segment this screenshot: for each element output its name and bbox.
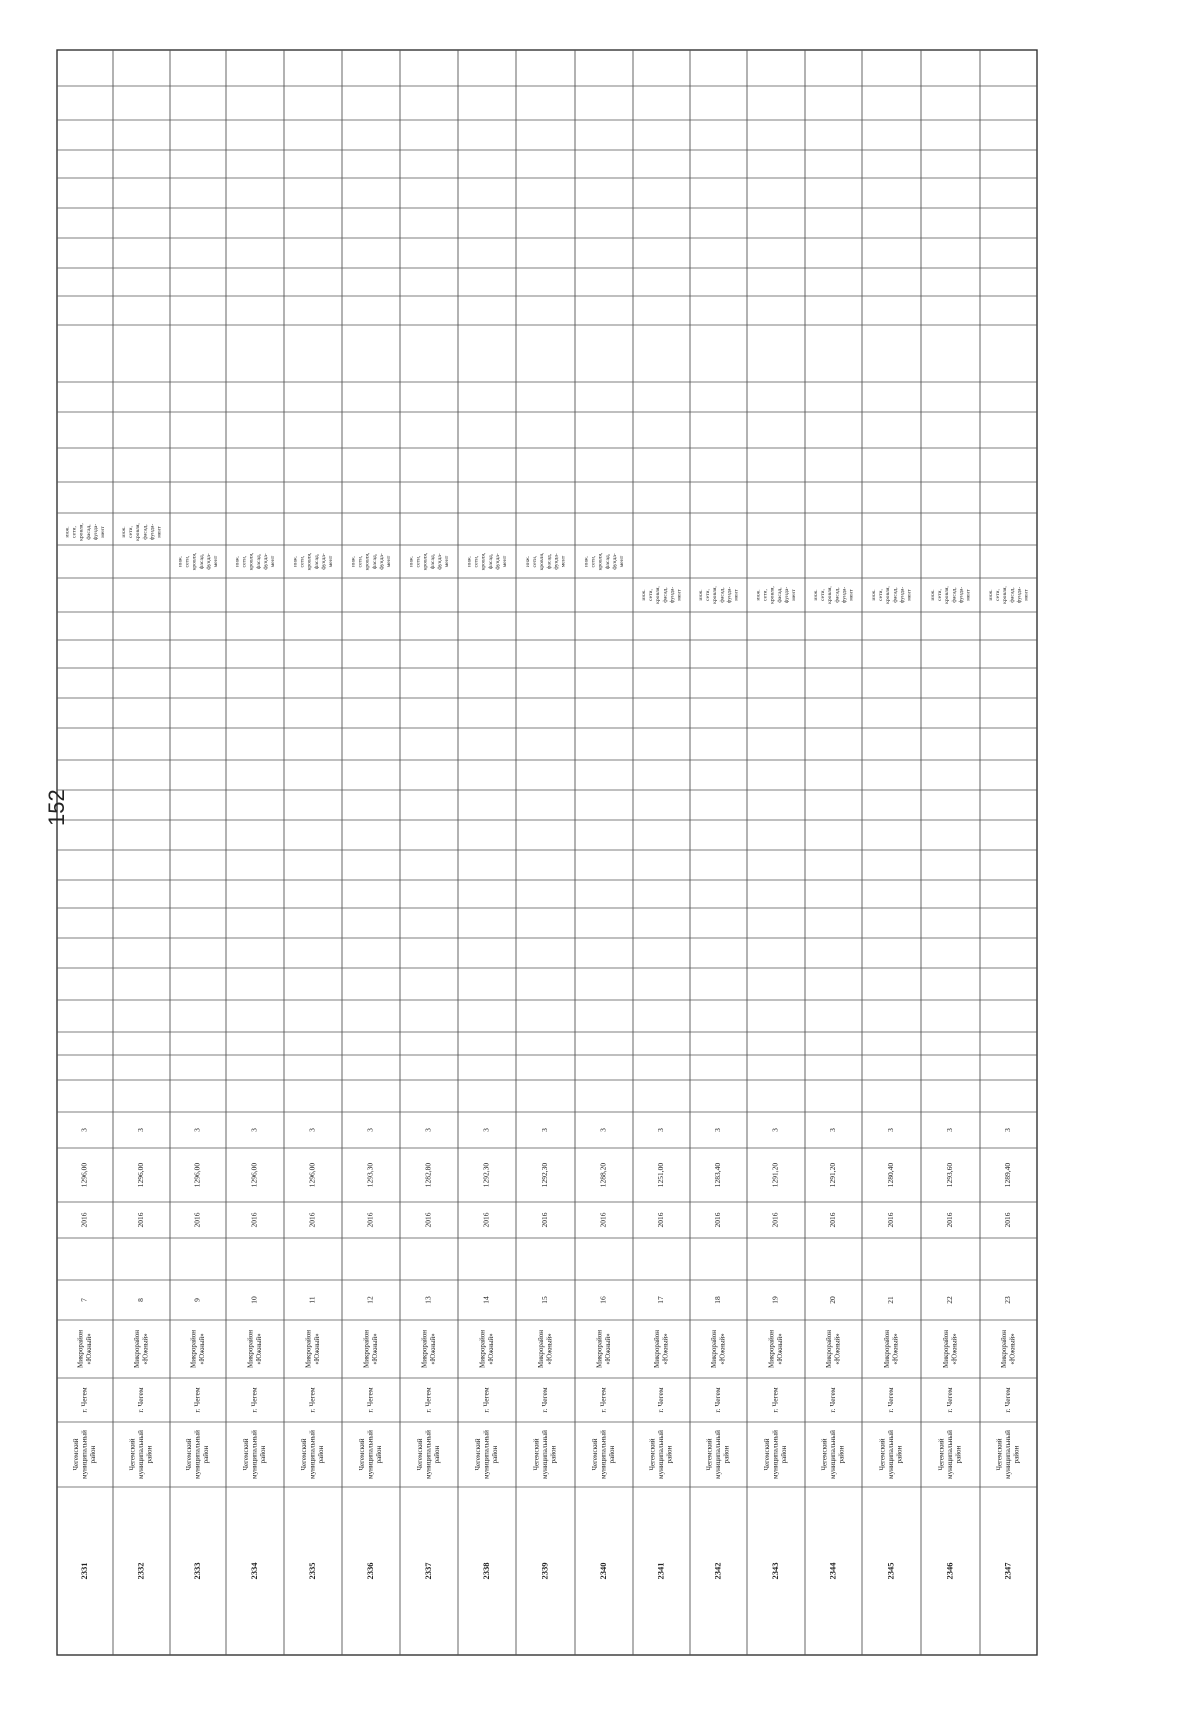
house-number: 12 [365, 1296, 375, 1304]
house-number: 13 [423, 1296, 433, 1304]
street-name: Микрорайон [767, 1330, 776, 1368]
district-name: муниципальный [424, 1430, 433, 1479]
year-built: 2016 [136, 1212, 146, 1228]
street-name: «Южный» [141, 1333, 150, 1365]
work-description: фасад, [487, 553, 494, 570]
floors-count: 3 [481, 1128, 491, 1132]
work-description: инж. [350, 555, 357, 568]
city-name: г. Чегем [136, 1387, 146, 1413]
year-built: 2016 [770, 1212, 780, 1228]
row-number: 2334 [248, 1562, 259, 1580]
street-name: Микрорайон [362, 1330, 371, 1368]
work-description: фунда- [436, 553, 443, 570]
work-description: мент [906, 589, 913, 601]
house-number: 16 [598, 1296, 608, 1304]
work-description: сети, [71, 526, 78, 538]
floors-count: 3 [886, 1128, 896, 1132]
district-name: Чегемский [937, 1438, 946, 1471]
street-name: «Южный» [486, 1333, 495, 1365]
floors-count: 3 [79, 1128, 89, 1132]
street-name: Микрорайон [709, 1330, 718, 1368]
work-description: мент [444, 555, 451, 568]
street-name: «Южный» [718, 1333, 727, 1365]
year-built: 2016 [249, 1212, 259, 1228]
year-built: 2016 [945, 1212, 955, 1228]
work-description: кровля, [712, 586, 719, 604]
work-description: кровля, [135, 523, 142, 541]
district-name: Чегемский [591, 1438, 600, 1471]
district-name: муниципальный [771, 1430, 780, 1479]
row-number: 2342 [712, 1562, 723, 1580]
work-description: инж. [755, 589, 762, 601]
building-area: 1296,00 [79, 1162, 89, 1188]
district-name: муниципальный [1004, 1430, 1013, 1479]
building-area: 1296,00 [307, 1162, 317, 1188]
street-name: «Южный» [545, 1333, 554, 1365]
work-description: сети, [415, 555, 422, 568]
work-description: фасад, [198, 553, 205, 570]
work-description: фунда- [669, 586, 676, 604]
work-description: кровля, [769, 586, 776, 604]
district-name: район [895, 1445, 904, 1464]
year-built: 2016 [656, 1212, 666, 1228]
work-description: фунда- [149, 523, 156, 541]
district-name: Чегемский [474, 1438, 483, 1471]
district-name: район [549, 1445, 558, 1464]
year-built: 2016 [481, 1212, 491, 1228]
city-name: г. Чегем [598, 1387, 608, 1413]
house-number: 17 [656, 1296, 666, 1304]
house-number: 10 [249, 1296, 259, 1304]
city-name: г. Чегем [945, 1387, 955, 1413]
work-description: фасад, [776, 587, 783, 603]
street-name: «Южный» [1008, 1333, 1017, 1365]
work-description: мент [560, 555, 567, 568]
city-name: г. Чегем [540, 1387, 550, 1413]
work-description: фасад, [371, 553, 378, 570]
year-built: 2016 [598, 1212, 608, 1228]
district-name: муниципальный [714, 1430, 723, 1479]
district-name: муниципальный [250, 1430, 259, 1479]
work-description: сети, [299, 555, 306, 568]
work-description: мент [619, 555, 626, 568]
work-description: фунда- [553, 553, 560, 570]
work-description: кровля, [827, 586, 834, 604]
work-description: мент [100, 526, 107, 538]
work-description: фунда- [92, 523, 99, 541]
street-name: «Южный» [197, 1333, 206, 1365]
work-description: фасад, [604, 553, 611, 570]
house-number: 19 [770, 1296, 780, 1304]
work-description: фасад, [429, 553, 436, 570]
work-description: инж. [408, 555, 415, 568]
floors-count: 3 [1003, 1128, 1013, 1132]
city-name: г. Чегем [307, 1387, 317, 1413]
building-area: 1282,80 [423, 1162, 433, 1188]
district-name: район [954, 1445, 963, 1464]
house-number: 22 [945, 1296, 955, 1304]
work-description: фасад, [662, 587, 669, 603]
row-number: 2340 [597, 1562, 608, 1580]
work-description: сети, [590, 555, 597, 568]
work-description: инж. [641, 589, 648, 601]
work-description: фунда- [783, 586, 790, 604]
row-number: 2346 [944, 1562, 955, 1580]
work-description: кровля, [78, 523, 85, 541]
work-description: фунда- [205, 553, 212, 570]
work-description: фунда- [320, 553, 327, 570]
floors-count: 3 [136, 1128, 146, 1132]
row-number: 2345 [885, 1562, 896, 1580]
city-name: г. Чегем [192, 1387, 202, 1413]
district-name: район [259, 1445, 268, 1464]
work-description: фасад, [951, 587, 958, 603]
district-name: Чегемский [128, 1438, 137, 1471]
city-name: г. Чегем [713, 1387, 723, 1413]
work-description: мент [213, 555, 220, 568]
floors-count: 3 [423, 1128, 433, 1132]
building-area: 1289,40 [1003, 1162, 1013, 1188]
district-name: муниципальный [482, 1430, 491, 1479]
work-description: сети, [937, 589, 944, 601]
work-description: мент [386, 555, 393, 568]
district-name: район [375, 1445, 384, 1464]
street-name: «Южный» [370, 1333, 379, 1365]
district-name: Чегемский [995, 1438, 1004, 1471]
city-name: г. Чегем [423, 1387, 433, 1413]
street-name: «Южный» [950, 1333, 959, 1365]
street-name: Микрорайон [420, 1330, 429, 1368]
work-description: кровля, [191, 552, 198, 571]
work-description: фасад, [546, 553, 553, 570]
floors-count: 3 [656, 1128, 666, 1132]
district-name: Чегемский [763, 1438, 772, 1471]
floors-count: 3 [307, 1128, 317, 1132]
house-number: 11 [307, 1296, 317, 1304]
work-description: кровля, [539, 552, 546, 571]
district-name: район [780, 1445, 789, 1464]
row-number: 2338 [480, 1562, 491, 1580]
work-description: фунда- [726, 586, 733, 604]
street-name: «Южный» [661, 1333, 670, 1365]
row-number: 2332 [135, 1562, 146, 1580]
floors-count: 3 [598, 1128, 608, 1132]
house-number: 18 [713, 1296, 723, 1304]
house-number: 8 [136, 1298, 146, 1302]
district-name: район [722, 1445, 731, 1464]
year-built: 2016 [713, 1212, 723, 1228]
work-description: фасад, [834, 587, 841, 603]
row-number: 2333 [191, 1562, 202, 1580]
year-built: 2016 [886, 1212, 896, 1228]
row-number: 2347 [1002, 1562, 1013, 1580]
work-description: мент [848, 589, 855, 601]
building-area: 1288,20 [598, 1162, 608, 1188]
building-area: 1291,20 [770, 1162, 780, 1188]
work-description: сети, [532, 555, 539, 568]
street-name: Микрорайон [76, 1330, 85, 1368]
work-description: кровля, [422, 552, 429, 571]
work-description: инж. [234, 555, 241, 568]
work-description: инж. [698, 589, 705, 601]
work-description: фасад, [892, 587, 899, 603]
work-description: фасад, [1009, 587, 1016, 603]
district-name: Чегемский [416, 1438, 425, 1471]
work-description: мент [965, 589, 972, 601]
work-description: кровля, [597, 552, 604, 571]
work-description: сети, [705, 589, 712, 601]
work-description: фунда- [899, 586, 906, 604]
street-name: Микрорайон [652, 1330, 661, 1368]
work-description: фунда- [958, 586, 965, 604]
street-name: «Южный» [833, 1333, 842, 1365]
year-built: 2016 [79, 1212, 89, 1228]
work-description: инж. [871, 589, 878, 601]
street-name: Микрорайон [132, 1330, 141, 1368]
floors-count: 3 [192, 1128, 202, 1132]
district-name: район [1012, 1445, 1021, 1464]
district-name: муниципальный [946, 1430, 955, 1479]
row-number: 2341 [655, 1562, 666, 1580]
work-description: фунда- [262, 553, 269, 570]
row-number: 2344 [827, 1562, 838, 1580]
city-name: г. Чегем [770, 1387, 780, 1413]
district-name: муниципальный [599, 1430, 608, 1479]
building-area: 1251,00 [656, 1162, 666, 1188]
district-name: муниципальный [887, 1430, 896, 1479]
floors-count: 3 [540, 1128, 550, 1132]
work-description: инж. [525, 555, 532, 568]
street-name: Микрорайон [478, 1330, 487, 1368]
district-name: район [433, 1445, 442, 1464]
row-number: 2337 [422, 1562, 433, 1580]
work-description: фасад, [85, 524, 92, 540]
row-number: 2331 [78, 1562, 89, 1580]
work-description: инж. [177, 555, 184, 568]
work-description: фасад, [313, 553, 320, 570]
city-name: г. Чегем [886, 1387, 896, 1413]
district-name: Чегемский [532, 1438, 541, 1471]
work-description: инж. [64, 526, 71, 538]
street-name: «Южный» [312, 1333, 321, 1365]
street-name: «Южный» [428, 1333, 437, 1365]
floors-count: 3 [828, 1128, 838, 1132]
city-name: г. Чегем [656, 1387, 666, 1413]
house-number: 14 [481, 1296, 491, 1304]
work-description: кровля, [248, 552, 255, 571]
work-description: мент [791, 589, 798, 601]
house-number: 7 [79, 1298, 89, 1302]
year-built: 2016 [307, 1212, 317, 1228]
district-name: муниципальный [193, 1430, 202, 1479]
work-description: кровля, [364, 552, 371, 571]
work-description: фунда- [611, 553, 618, 570]
year-built: 2016 [365, 1212, 375, 1228]
city-name: г. Чегем [481, 1387, 491, 1413]
work-description: кровля, [306, 552, 313, 571]
row-number: 2336 [364, 1562, 375, 1580]
work-description: сети, [357, 555, 364, 568]
work-description: сети, [184, 555, 191, 568]
work-description: мент [270, 555, 277, 568]
city-name: г. Чегем [249, 1387, 259, 1413]
work-description: фунда- [841, 586, 848, 604]
year-built: 2016 [828, 1212, 838, 1228]
page-number: 152 [44, 789, 69, 826]
floors-count: 3 [770, 1128, 780, 1132]
building-area: 1296,00 [192, 1162, 202, 1188]
work-description: кровля, [885, 586, 892, 604]
street-name: «Южный» [254, 1333, 263, 1365]
district-name: Чегемский [242, 1438, 251, 1471]
district-name: район [202, 1445, 211, 1464]
floors-count: 3 [365, 1128, 375, 1132]
year-built: 2016 [540, 1212, 550, 1228]
district-name: район [317, 1445, 326, 1464]
city-name: г. Чегем [79, 1387, 89, 1413]
district-name: Чегемский [878, 1438, 887, 1471]
floors-count: 3 [945, 1128, 955, 1132]
district-name: муниципальный [657, 1430, 666, 1479]
building-area: 1293,30 [365, 1162, 375, 1188]
building-area: 1296,00 [249, 1162, 259, 1188]
district-name: район [491, 1445, 500, 1464]
work-description: сети, [762, 589, 769, 601]
row-number: 2335 [306, 1562, 317, 1580]
building-area: 1292,30 [540, 1162, 550, 1188]
district-name: Чегемский [648, 1438, 657, 1471]
work-description: инж. [466, 555, 473, 568]
house-number: 20 [828, 1296, 838, 1304]
row-number: 2343 [769, 1562, 780, 1580]
work-description: мент [502, 555, 509, 568]
row-number: 2339 [539, 1562, 550, 1580]
work-description: инж. [121, 526, 128, 538]
district-name: муниципальный [80, 1430, 89, 1479]
street-name: Микрорайон [882, 1330, 891, 1368]
house-number: 9 [192, 1298, 202, 1302]
city-name: г. Чегем [1003, 1387, 1013, 1413]
work-description: сети, [820, 589, 827, 601]
street-name: Микрорайон [246, 1330, 255, 1368]
street-name: Микрорайон [536, 1330, 545, 1368]
district-name: район [665, 1445, 674, 1464]
street-name: «Южный» [775, 1333, 784, 1365]
work-description: инж. [930, 589, 937, 601]
work-description: инж. [988, 589, 995, 601]
work-description: сети, [995, 589, 1002, 601]
building-area: 1296,00 [136, 1162, 146, 1188]
street-name: Микрорайон [304, 1330, 313, 1368]
work-description: сети, [241, 555, 248, 568]
house-number: 23 [1003, 1296, 1013, 1304]
floors-count: 3 [249, 1128, 259, 1132]
city-name: г. Чегем [365, 1387, 375, 1413]
work-description: мент [156, 526, 163, 538]
building-area: 1292,30 [481, 1162, 491, 1188]
district-name: Чегемский [705, 1438, 714, 1471]
work-description: мент [676, 589, 683, 601]
work-description: кровля, [655, 586, 662, 604]
district-name: Чегемский [820, 1438, 829, 1471]
district-name: муниципальный [308, 1430, 317, 1479]
city-name: г. Чегем [828, 1387, 838, 1413]
building-area: 1280,40 [886, 1162, 896, 1188]
district-name: муниципальный [366, 1430, 375, 1479]
year-built: 2016 [1003, 1212, 1013, 1228]
year-built: 2016 [192, 1212, 202, 1228]
street-name: «Южный» [84, 1333, 93, 1365]
work-description: инж. [292, 555, 299, 568]
year-built: 2016 [423, 1212, 433, 1228]
work-description: фасад, [142, 524, 149, 540]
district-name: район [608, 1445, 617, 1464]
house-number: 21 [886, 1296, 896, 1304]
street-name: Микрорайон [824, 1330, 833, 1368]
district-name: Чегемский [185, 1438, 194, 1471]
street-name: «Южный» [891, 1333, 900, 1365]
district-name: район [837, 1445, 846, 1464]
work-description: сети, [473, 555, 480, 568]
work-description: сети, [648, 589, 655, 601]
building-area: 1291,20 [828, 1162, 838, 1188]
district-name: муниципальный [829, 1430, 838, 1479]
district-name: муниципальный [137, 1430, 146, 1479]
district-name: Чегемский [72, 1438, 81, 1471]
district-name: Чегемский [358, 1438, 367, 1471]
street-name: Микрорайон [999, 1330, 1008, 1368]
building-area: 1283,40 [713, 1162, 723, 1188]
work-description: фасад, [255, 553, 262, 570]
district-name: район [89, 1445, 98, 1464]
floors-count: 3 [713, 1128, 723, 1132]
work-description: фасад, [719, 587, 726, 603]
street-name: Микрорайон [941, 1330, 950, 1368]
work-description: фунда- [378, 553, 385, 570]
district-name: муниципальный [541, 1430, 550, 1479]
work-description: сети, [128, 526, 135, 538]
work-description: кровля, [480, 552, 487, 571]
street-name: Микрорайон [189, 1330, 198, 1368]
work-description: инж. [583, 555, 590, 568]
work-description: инж. [813, 589, 820, 601]
work-description: фунда- [1016, 586, 1023, 604]
work-description: мент [328, 555, 335, 568]
district-name: Чегемский [300, 1438, 309, 1471]
building-area: 1293,60 [945, 1162, 955, 1188]
street-name: Микрорайон [595, 1330, 604, 1368]
work-description: сети, [878, 589, 885, 601]
street-name: «Южный» [603, 1333, 612, 1365]
work-description: мент [733, 589, 740, 601]
work-description: фунда- [494, 553, 501, 570]
table-border [57, 50, 1037, 1655]
work-description: кровля, [944, 586, 951, 604]
work-description: мент [1023, 589, 1030, 601]
house-number: 15 [540, 1296, 550, 1304]
district-name: район [145, 1445, 154, 1464]
work-description: кровля, [1002, 586, 1009, 604]
